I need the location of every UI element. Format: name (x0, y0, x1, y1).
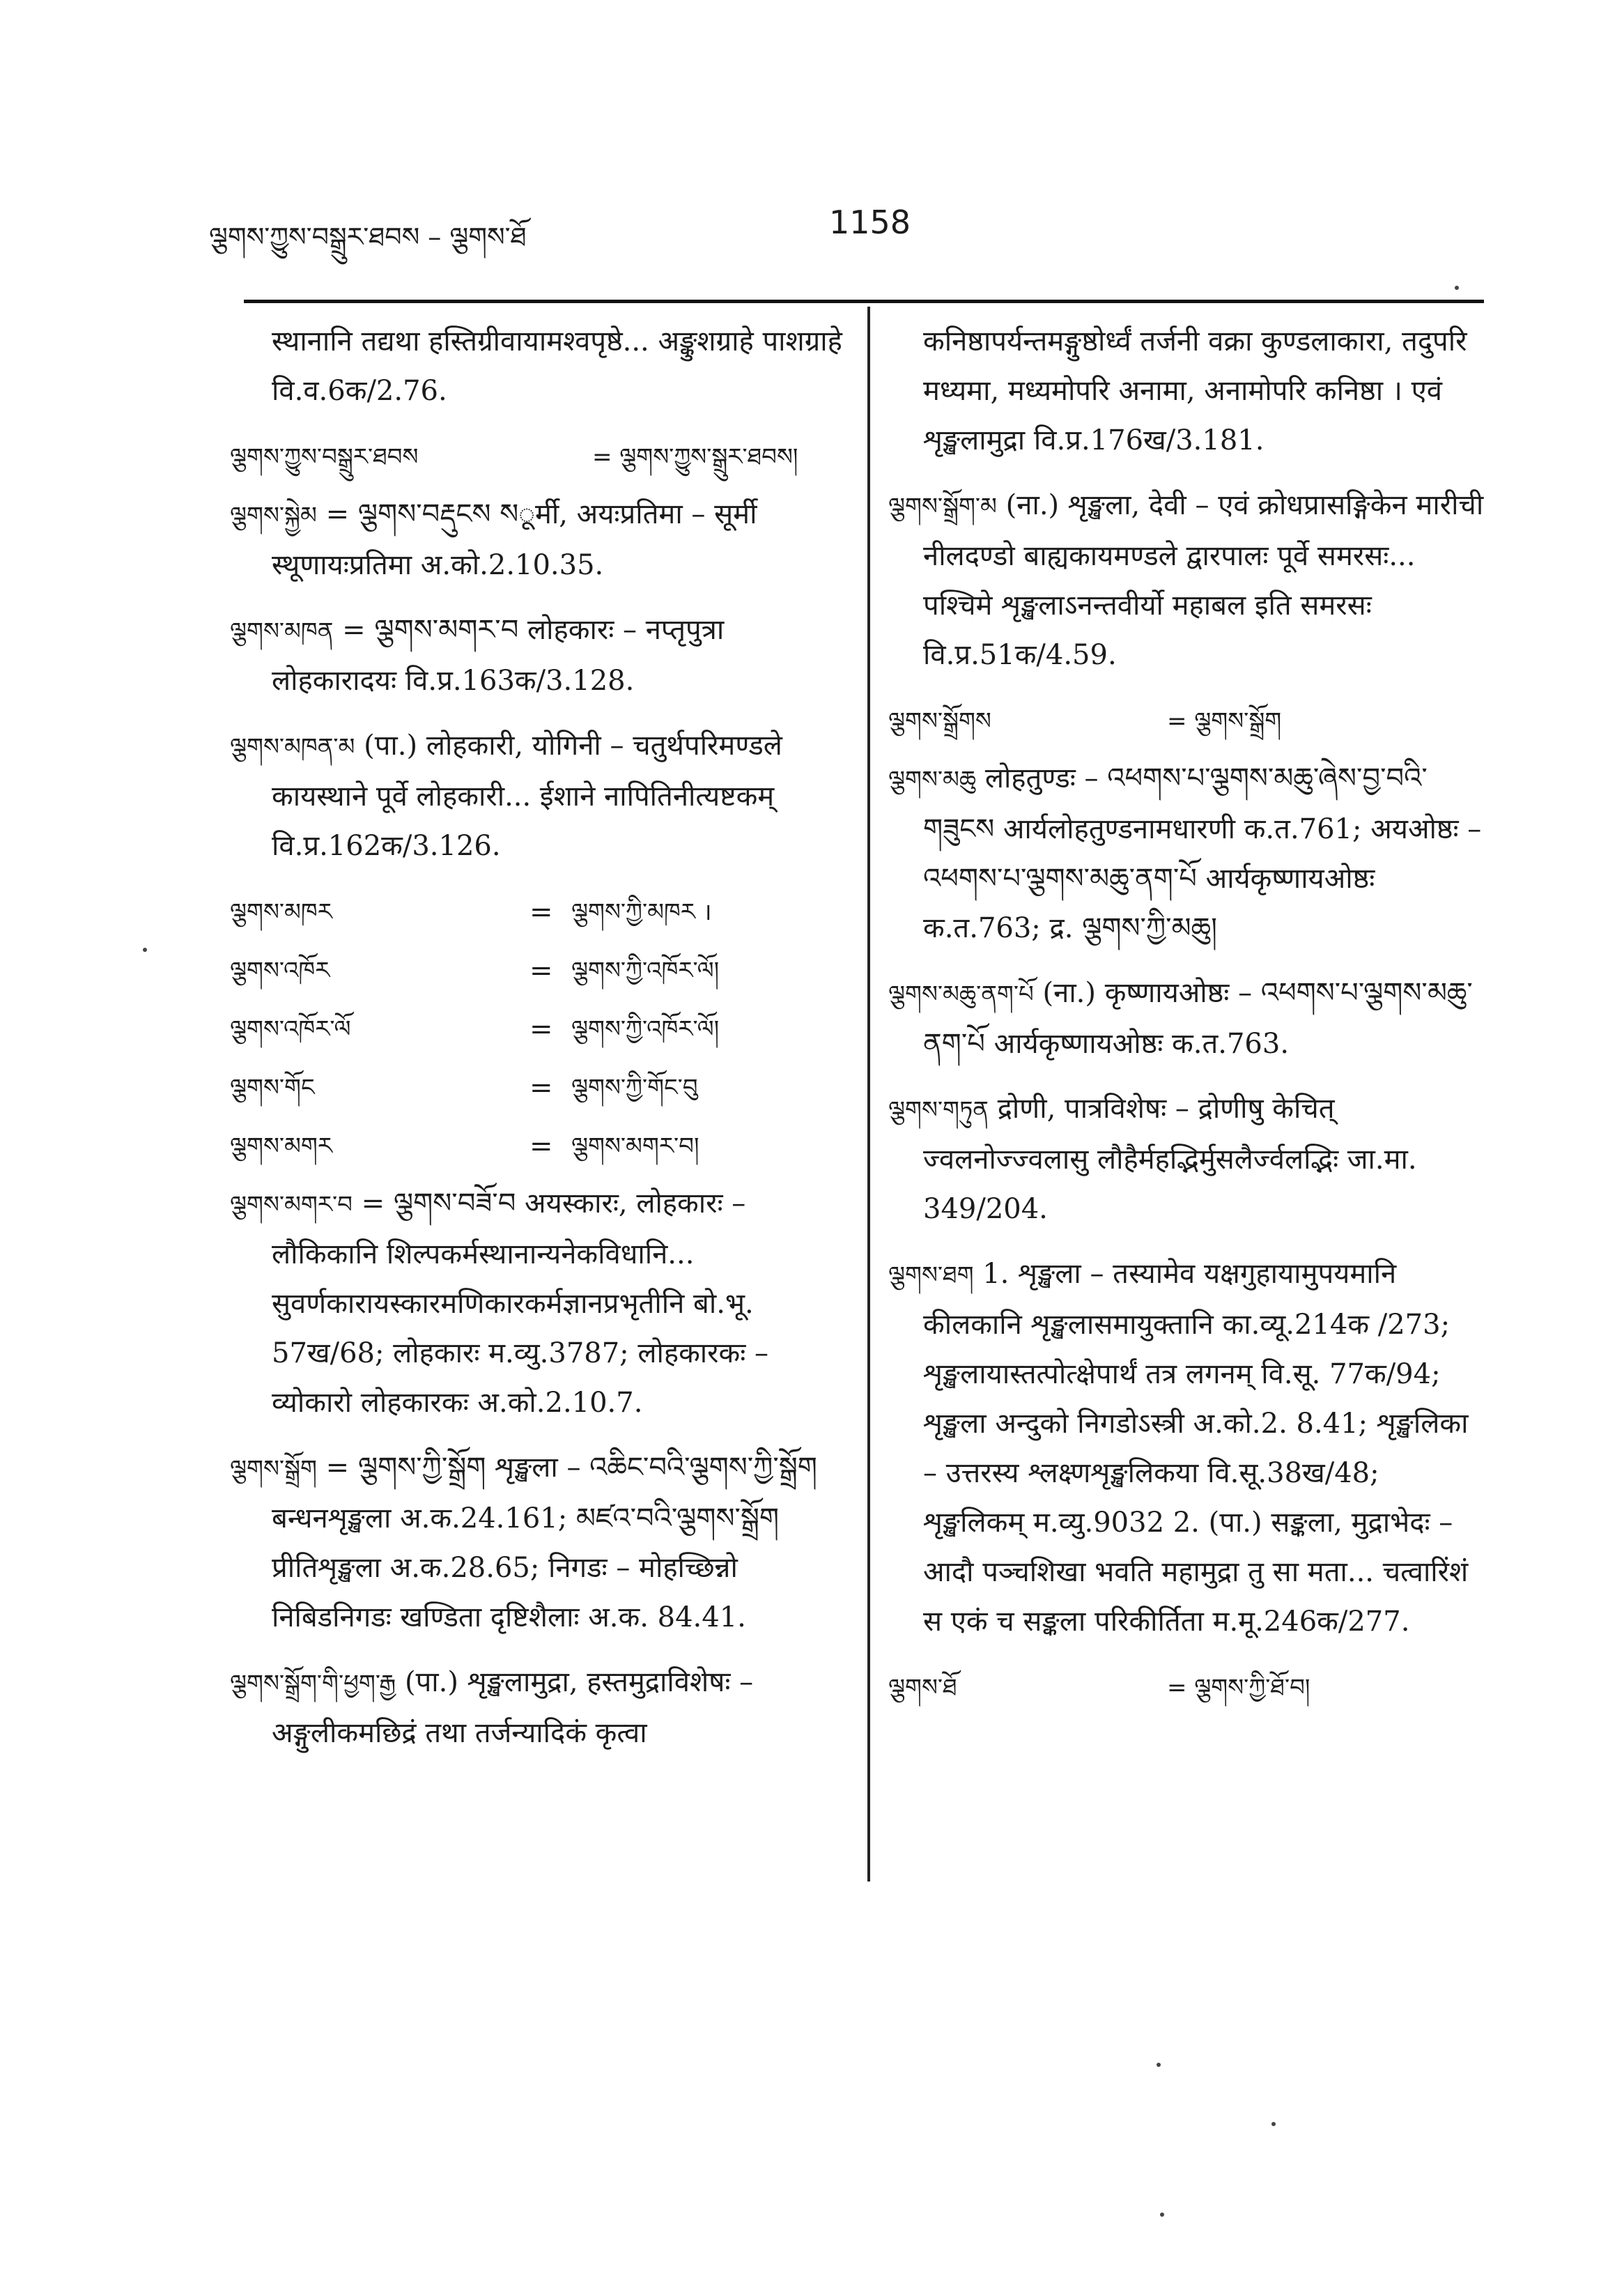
dictionary-entry (230, 721, 843, 871)
entry-equivalent: = ལྕགས་ཀྱུས་སྒྲུར་ཐབས། (592, 443, 798, 471)
entry-definition: (ना.) कृष्णायओष्ठः – འཕགས་པ་ལྕགས་མཆུ་ནག་པོ आर्यकृष्णायओष्ठः क.त.763. (923, 977, 1473, 1060)
dictionary-entry (888, 481, 1484, 680)
entry-headword: ལྕགས་འཁོར (230, 957, 330, 985)
dictionary-entry (230, 1179, 843, 1428)
scan-speck (143, 948, 147, 952)
entry-definition: (पा.) लोहकारी, योगिनी – चतुर्थपरिमण्डले कायस्थाने पूर्वे लोहकारी... ईशाने नापितिनीत्यष्टकम् वि.प्र.162क/3.126. (272, 730, 782, 862)
dictionary-entry (888, 969, 1484, 1069)
entry-headword: ལྕགས་མགར་བ (230, 1191, 353, 1219)
entry-definition: = ལྕགས་ཀྱི་སྒྲོག शृङ्खला – འཆིང་བའི་ལྕགས་ཀྱི་སྒྲོག बन्धनशृङ्खला अ.क.24.161; མཛའ་བའི་ལྕགས་སྒྲོག प्रीतिशृङ्खला अ.क.28.65; निगडः – मोहच्छिन्नो निबिडनिगडः खण्डिता दृष्टिशैलाः अ.क. 84.41. (272, 1452, 817, 1633)
entry-headword: ལྕགས་ཐག (888, 1261, 974, 1289)
scan-speck (1160, 2213, 1164, 2217)
entry-equivalent: = ལྕགས་སྒྲོག (1167, 707, 1282, 735)
entry-equivalent: ལྕགས་ཀྱི་མཁར । (571, 898, 712, 926)
entry-equivalent: ལྕགས་ཀྱི་འཁོར་ལོ། (571, 957, 720, 985)
entry-definition: लोहतुण्डः – འཕགས་པ་ལྕགས་མཆུ་ཞེས་བྱ་བའི་གཟུངས आर्यलोहतुण्डनामधारणी क.त.761; अयओष्ठः – འཕགས་པ་ལྕགས་མཆུ་ནག་པོ आर्यकृष्णायओष्ठः क.त.763; द्र. ལྕགས་ཀྱི་མཆུ། (923, 762, 1482, 944)
cross-reference-row (230, 1121, 843, 1172)
dictionary-entry (230, 1658, 843, 1758)
entry-equivalent: = ལྕགས་ཀྱི་ཐོ་བ། (1167, 1674, 1310, 1702)
entry-headword: ལྕགས་མཆུ་ནག་པོ (888, 980, 1034, 1008)
entry-headword: ལྕགས་སྒྲོག་མ (888, 493, 997, 521)
entry-continuation: स्थानानि तद्यथा हस्तिग्रीवायामश्वपृष्ठे... अङ्कुशग्राहे पाशग्राहे वि.व.6क/2.76. (272, 325, 842, 407)
cross-reference-row (230, 1003, 843, 1055)
dictionary-entry (888, 754, 1484, 953)
entry-cross-reference (230, 431, 843, 483)
entry-headword: ལྕགས་གོང (230, 1074, 315, 1102)
entry-definition: (पा.) शृङ्खलामुद्रा, हस्तमुद्राविशेषः – अङ्गुलीकमछिद्रं तथा तर्जन्यादिकं कृत्वा (272, 1666, 754, 1749)
page-number: 1158 (829, 203, 911, 241)
entry-headword: ལྕགས་མཁན (230, 617, 334, 645)
entry-continuation: कनिष्ठापर्यन्तमङ्गुष्ठोर्ध्वं तर्जनी वक्रा कुण्डलाकारा, तदुपरि मध्यमा, मध्यमोपरि अनामा, अनामोपरि कनिष्ठा । एवं शृङ्खलामुद्रा वि.प्र.176ख/3.181. (923, 325, 1467, 456)
entry-cross-reference (888, 695, 1484, 747)
entry-headword: ལྕགས་སྒྲོག (230, 1455, 317, 1483)
entry-headword: ལྕགས་མཁར (230, 898, 332, 926)
page-header (209, 203, 1484, 256)
entry-definition: 1. शृङ्खला – तस्यामेव यक्षगुहायामुपयमानि कीलकानि शृङ्खलासमायुक्तानि का.व्यू.214क /273; शृङ्खलायास्तत्पोत्क्षेपार्थं तत्र लगनम् वि.सू. 77क/94; शृङ्खला अन्दुको निगडोऽस्त्री अ.को.2. 8.41; शृङ्खलिका – उत्तरस्य श्लक्ष्णशृङ्खलिकया वि.सू.38ख/48; शृङ्खलिकम् म.व्यु.9032 2. (पा.) सङ्कला, मुद्राभेदः – आदौ पञ्चशिखा भवति महामुद्रा तु सा मता... चत्वारिंशं स एकं च सङ्कला परिकीर्तिता म.मू.246क/277. (923, 1258, 1469, 1638)
dictionary-entry (230, 1443, 843, 1642)
entry-definition: द्रोणी, पात्रविशेषः – द्रोणीषु केचित् ज्वलनोज्ज्वलासु लौहैर्महद्भिर्मुसलैर्ज्वलद्भिः जा.मा. 349/204. (923, 1093, 1417, 1225)
entry-definition: = ལྕགས་བརྡུངས སूर्मी, अयःप्रतिमा – सूर्मी स्थूणायःप्रतिमा अ.को.2.10.35. (272, 498, 757, 581)
entry-headword: ལྕགས་ཐོ (888, 1674, 957, 1702)
equals-sign: = (529, 1072, 553, 1104)
cross-reference-list (230, 886, 843, 1172)
entry-headword: ལྕགས་གཏུན (888, 1096, 989, 1124)
entry-definition: (ना.) शृङ्खला, देवी – एवं क्रोधप्रासङ्गिकेन मारीची नीलदण्डो बाह्यकायमण्डले द्वारपालः पूर्वे समरसः... पश्चिमे शृङ्खलाऽनन्तवीर्यो महाबल इति समरसः वि.प्र.51क/4.59. (923, 489, 1484, 671)
entry-headword: ལྕགས་མཁན་མ (230, 733, 355, 761)
entry-headword: ལྕགས་མགར (230, 1132, 333, 1160)
right-column (888, 317, 1484, 1721)
entry-headword: ལྕགས་འཁོར་ལོ (230, 1015, 351, 1043)
entry-headword: ལྕགས་ཀྱུས་བསྒྲུར་ཐབས (230, 443, 419, 471)
entry-headword: ལྕགས་མཆུ (888, 766, 977, 794)
left-column (230, 317, 843, 1774)
running-head: ལྕགས་ཀྱུས་བསྒྲུར་ཐབས – ལྕགས་ཐོ (209, 222, 527, 252)
scan-speck (1271, 2122, 1276, 2126)
dictionary-entry (230, 490, 843, 590)
equals-sign: = (529, 1013, 553, 1045)
equals-sign: = (529, 1130, 553, 1162)
header-rule (244, 300, 1484, 303)
cross-reference-row (230, 945, 843, 997)
cross-reference-row (230, 1062, 843, 1114)
entry-headword: ལྕགས་སྐྱེམ (230, 502, 317, 530)
scan-speck (1157, 2063, 1161, 2067)
entry-headword: ལྕགས་སྒྲོགས (888, 707, 991, 735)
entry-definition: = ལྕགས་བཟོ་བ अयस्कारः, लोहकारः – लौकिकानि शिल्पकर्मस्थानान्यनेकविधानि... सुवर्णकारायस्कारमणिकारकर्मज्ञानप्रभृतीनि बो.भू. 57ख/68; लोहकारः म.व्यु.3787; लोहकारकः – व्योकारो लोहकारकः अ.को.2.10.7. (272, 1187, 769, 1419)
entry-equivalent: ལྕགས་མགར་བ། (571, 1132, 699, 1160)
entry-definition: = ལྕགས་མགར་བ लोहकारः – नप्तृपुत्रा लोहकारादयः वि.प्र.163क/3.128. (272, 614, 725, 697)
scan-speck (1455, 286, 1459, 290)
equals-sign: = (529, 896, 553, 928)
column-divider (867, 307, 870, 1882)
equals-sign: = (529, 955, 553, 987)
entry-equivalent: ལྕགས་ཀྱི་འཁོར་ལོ། (571, 1015, 720, 1043)
dictionary-entry (230, 606, 843, 706)
dictionary-entry (888, 1084, 1484, 1234)
entry-cross-reference (888, 1662, 1484, 1714)
entry-equivalent: ལྕགས་ཀྱི་གོང་བུ (571, 1074, 698, 1102)
cross-reference-row (230, 886, 843, 938)
entry-headword: ལྕགས་སྒྲོག་གི་ཕྱག་རྒྱ (230, 1670, 396, 1698)
dictionary-entry (888, 1249, 1484, 1647)
